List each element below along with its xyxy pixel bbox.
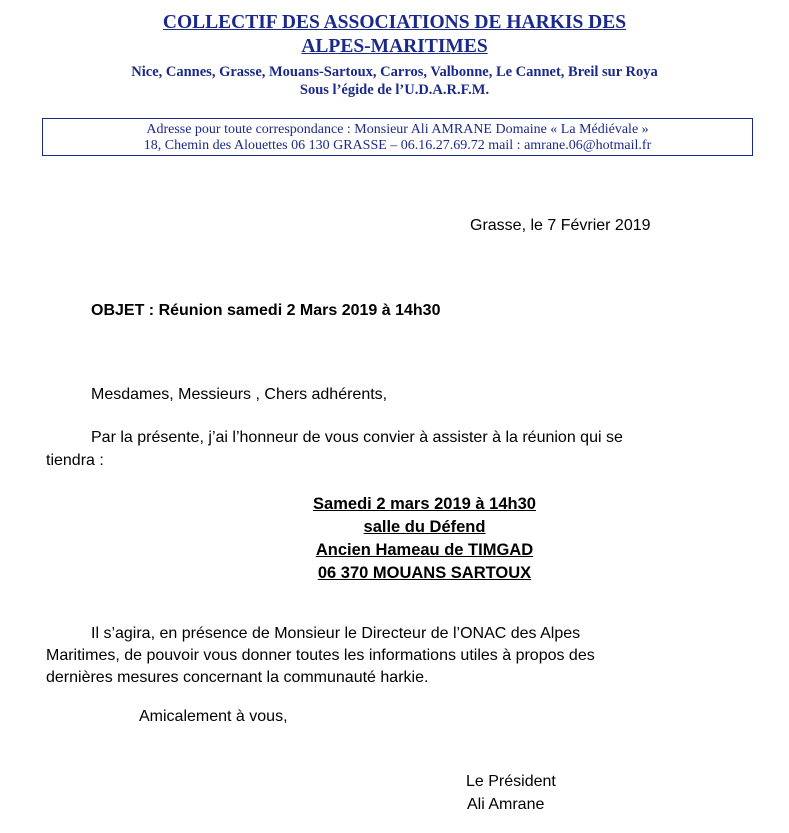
letterhead-title-line-1: COLLECTIF DES ASSOCIATIONS DE HARKIS DES [162,12,627,33]
place-date: Grasse, le 7 Février 2019 [470,217,651,234]
address-box [42,118,753,156]
letterhead-title-line-2: ALPES-MARITIMES [301,36,488,57]
address-line-1: Adresse pour toute correspondance : Monsieur Ali AMRANE Domaine « La Médiévale » [146,122,649,137]
intro-line-1: Par la présente, j’ai l’honneur de vous convier à assister à la réunion qui se [91,429,623,446]
address-line-2: 18, Chemin des Alouettes 06 130 GRASSE – 06.16.27.69.72 mail : amrane.06@hotmail.fr [143,138,652,153]
letterhead-patronage: Sous l’égide de l’U.D.A.R.F.M. [299,82,490,98]
event-date-time: Samedi 2 mars 2019 à 14h30 [313,495,536,513]
intro-line-2: tiendra : [46,452,104,469]
signature-name: Ali Amrane [467,796,545,813]
body-line-2: Maritimes, de pouvoir vous donner toutes les informations utiles à propos des [46,647,595,664]
event-room: salle du Défend [363,518,486,536]
event-city: 06 370 MOUANS SARTOUX [317,564,532,582]
body-line-1: Il s’agira, en présence de Monsieur le Directeur de l’ONAC des Alpes [91,625,581,642]
closing: Amicalement à vous, [139,708,288,725]
body-line-3: dernières mesures concernant la communauté harkie. [46,669,429,686]
event-place: Ancien Hameau de TIMGAD [315,541,534,559]
letterhead-cities: Nice, Cannes, Grasse, Mouans-Sartoux, Carros, Valbonne, Le Cannet, Breil sur Roya [131,64,658,80]
signature-title: Le Président [466,773,556,790]
subject-line: OBJET : Réunion samedi 2 Mars 2019 à 14h30 [91,302,441,319]
salutation: Mesdames, Messieurs , Chers adhérents, [91,386,388,403]
